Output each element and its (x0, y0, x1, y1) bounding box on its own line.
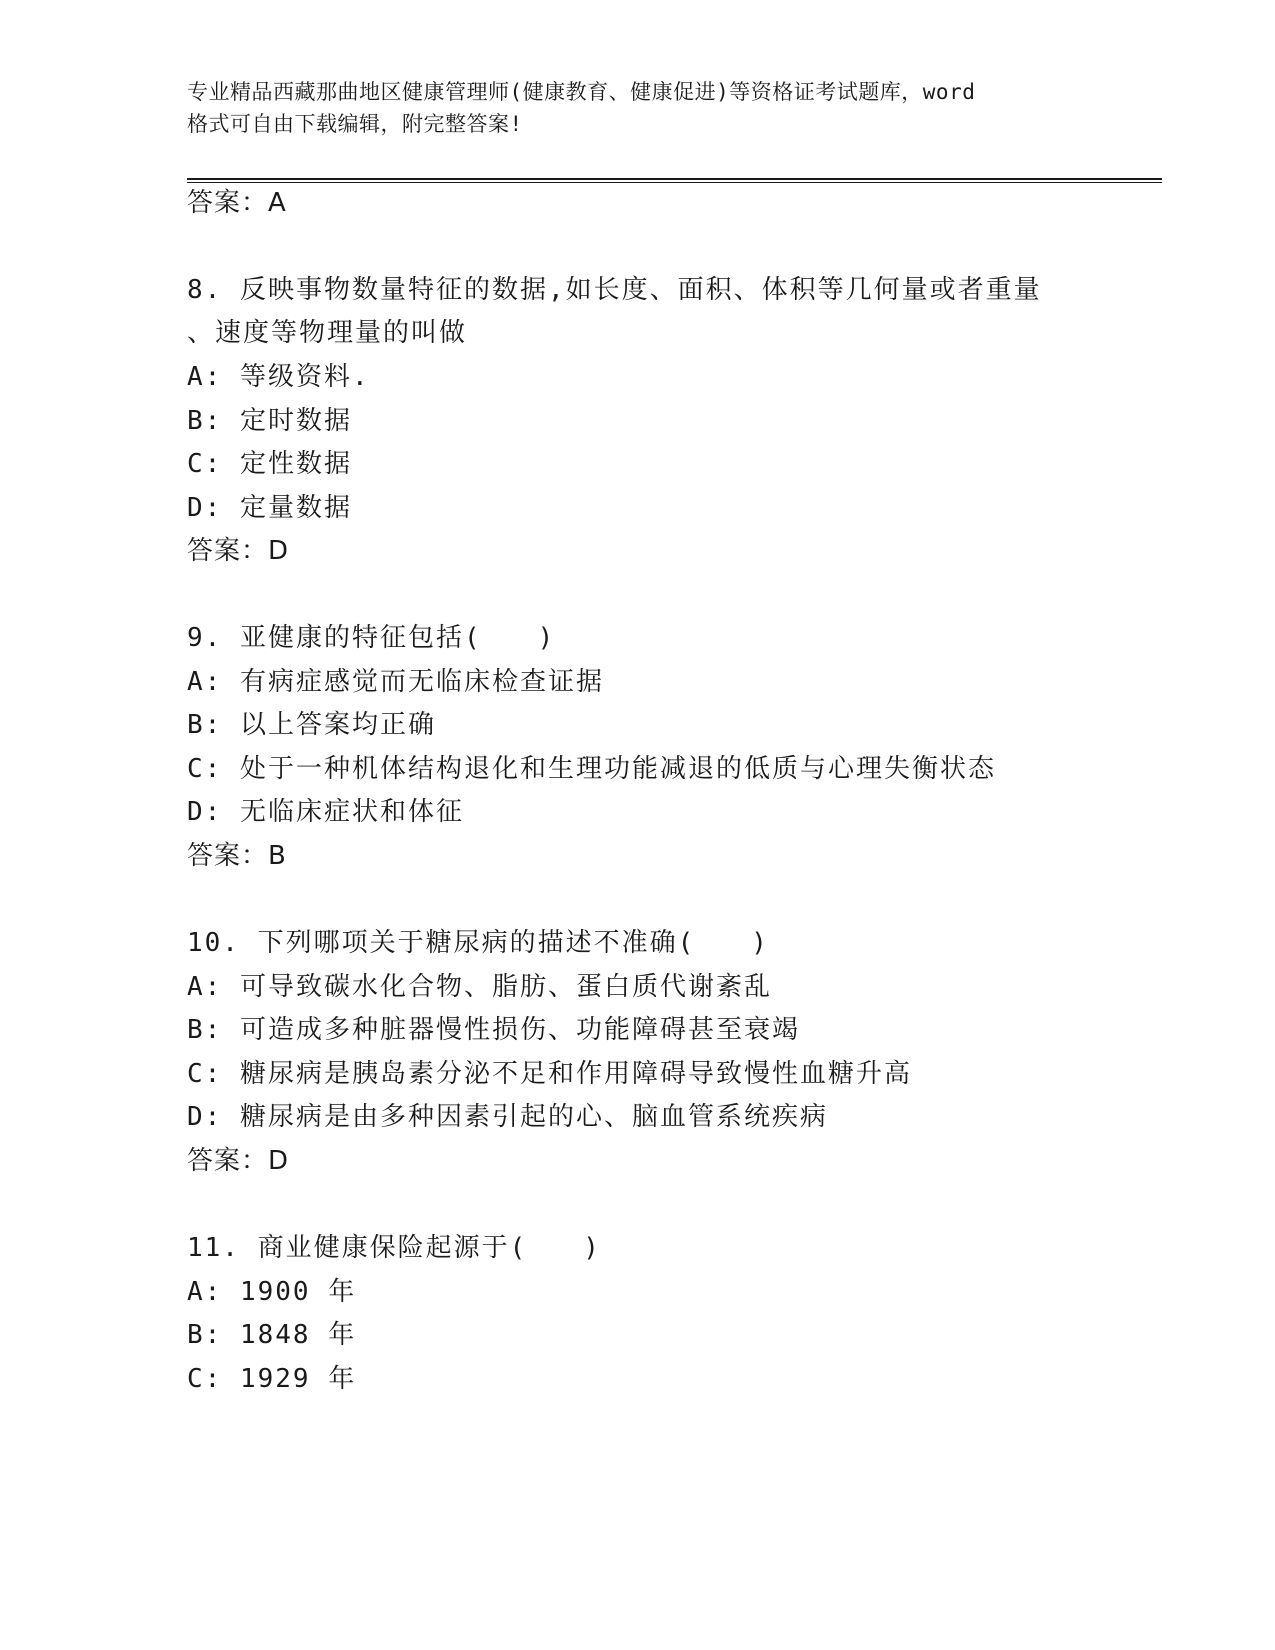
question-stem-continued: 、速度等物理量的叫做 (187, 318, 468, 348)
option-c: C: 1929 年 (187, 1364, 357, 1394)
question-stem: 9. 亚健康的特征包括( ) (187, 623, 556, 653)
option-b: B: 定时数据 (187, 406, 352, 436)
option-b: B: 1848 年 (187, 1320, 357, 1350)
answer-line: 答案：A (187, 188, 287, 218)
option-d: D: 无临床症状和体征 (187, 797, 464, 827)
option-a: A: 可导致碳水化合物、脂肪、蛋白质代谢紊乱 (187, 972, 772, 1002)
question-stem: 10. 下列哪项关于糖尿病的描述不准确( ) (187, 928, 769, 958)
option-c: C: 糖尿病是胰岛素分泌不足和作用障碍导致慢性血糖升高 (187, 1059, 912, 1089)
option-a: A: 有病症感觉而无临床检查证据 (187, 667, 604, 697)
question-stem: 11. 商业健康保险起源于( ) (187, 1233, 601, 1263)
option-d: D: 定量数据 (187, 493, 352, 523)
document-page (187, 0, 1162, 1650)
header-line-1: 专业精品西藏那曲地区健康管理师(健康教育、健康促进)等资格证考试题库，word (187, 80, 976, 104)
option-c: C: 定性数据 (187, 449, 352, 479)
option-b: B: 以上答案均正确 (187, 710, 436, 740)
question-stem: 8. 反映事物数量特征的数据,如长度、面积、体积等几何量或者重量 (187, 275, 1042, 305)
option-c: C: 处于一种机体结构退化和生理功能减退的低质与心理失衡状态 (187, 754, 996, 784)
option-b: B: 可造成多种脏器慢性损伤、功能障碍甚至衰竭 (187, 1015, 800, 1045)
header-line-2: 格式可自由下载编辑，附完整答案! (187, 112, 523, 136)
header-divider (187, 178, 1162, 183)
option-a: A: 1900 年 (187, 1277, 357, 1307)
answer-line: 答案：D (187, 1146, 290, 1176)
page-header (187, 76, 1087, 140)
answer-line: 答案：D (187, 536, 290, 566)
option-d: D: 糖尿病是由多种因素引起的心、脑血管系统疾病 (187, 1102, 828, 1132)
option-a: A: 等级资料. (187, 362, 370, 392)
answer-line: 答案：B (187, 841, 287, 871)
